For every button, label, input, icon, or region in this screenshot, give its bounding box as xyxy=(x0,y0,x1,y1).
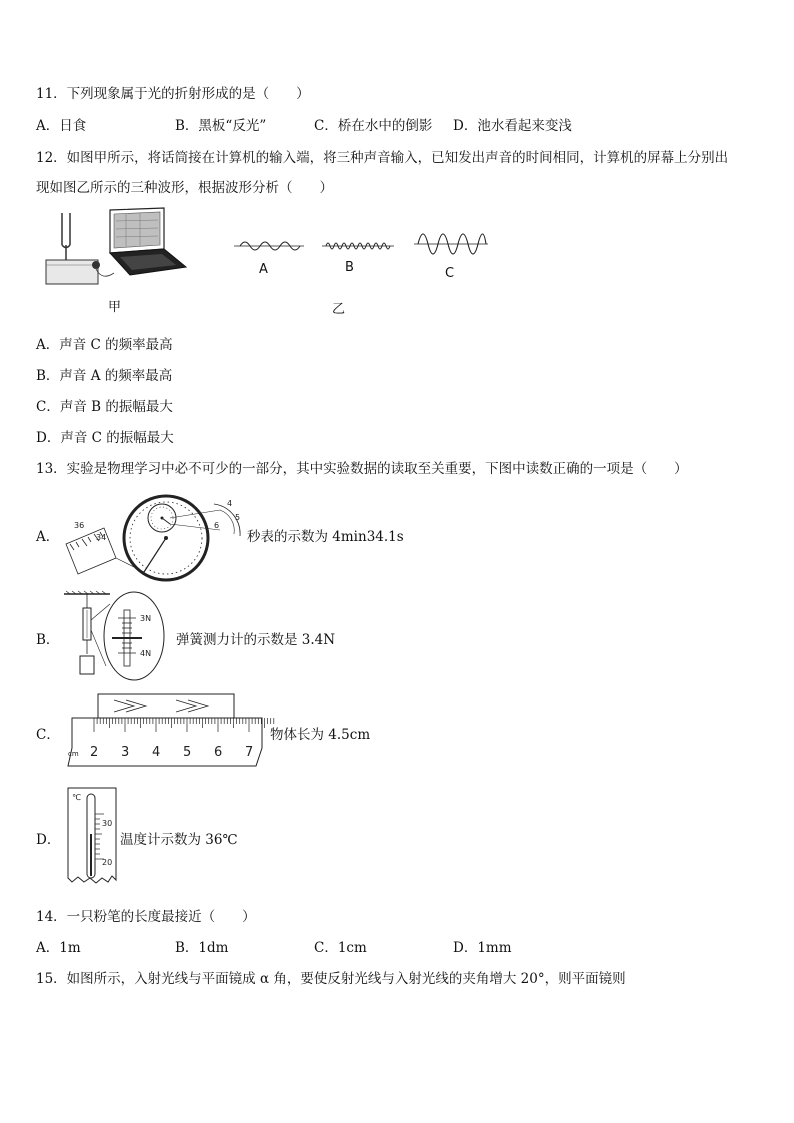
q13-stem: 13．实验是物理学习中必不可少的一部分，其中实验数据的读取至关重要，下图中读数正确的一项是（ ） xyxy=(36,461,688,477)
q11-option-a: A．日食 xyxy=(36,118,87,134)
q13-option-d-text: 温度计示数为 36℃ xyxy=(120,832,238,848)
thermometer-mark-20: 20 xyxy=(102,858,113,867)
wave-c xyxy=(414,222,488,266)
stopwatch-small-tick-6: 6 xyxy=(214,521,220,530)
q13-option-b-text: 弹簧测力计的示数是 3.4N xyxy=(176,632,336,648)
q14-option-a: A．1m xyxy=(36,940,81,956)
q13-option-c-letter: C． xyxy=(36,727,60,743)
thermometer-unit: ℃ xyxy=(72,793,81,802)
spring-scale-mark-4n: 4N xyxy=(140,649,152,658)
q12-option-c: C．声音 B 的振幅最大 xyxy=(36,399,173,415)
q13-option-a-letter: A． xyxy=(36,529,60,545)
stopwatch-figure xyxy=(64,492,244,582)
q13-option-c-text: 物体长为 4.5cm xyxy=(270,727,371,743)
figure-jia-apparatus xyxy=(40,205,190,290)
ruler-label-2: 2 xyxy=(90,745,99,760)
q12-stem-line2: 现如图乙所示的三种波形，根据波形分析（ ） xyxy=(36,180,333,196)
wave-b xyxy=(322,234,394,258)
q14-option-b: B．1dm xyxy=(175,940,229,956)
q14-option-d: D．1mm xyxy=(453,940,512,956)
q15-stem: 15．如图所示，入射光线与平面镜成 α 角，要使反射光线与入射光线的夹角增大 20°，则平面镜则 xyxy=(36,971,626,987)
stopwatch-tick-36: 36 xyxy=(74,521,85,530)
q14-option-c: C．1cm xyxy=(314,940,367,956)
wave-a-label: A xyxy=(259,262,268,277)
figure-jia-label: 甲 xyxy=(108,300,122,315)
q13-option-b-letter: B． xyxy=(36,632,60,648)
q11-option-c: C．桥在水中的倒影 xyxy=(314,118,433,134)
wave-c-label: C xyxy=(445,266,455,281)
q11-stem: 11．下列现象属于光的折射形成的是（ ） xyxy=(36,86,310,102)
thermometer-figure xyxy=(64,786,122,886)
q14-stem: 14．一只粉笔的长度最接近（ ） xyxy=(36,909,256,925)
stopwatch-tick-34: 34 xyxy=(96,533,107,542)
figure-yi-label: 乙 xyxy=(332,302,346,317)
wave-a xyxy=(234,234,304,258)
spring-scale-mark-3n: 3N xyxy=(140,614,152,623)
q13-option-d-letter: D． xyxy=(36,832,61,848)
spring-scale-figure xyxy=(62,590,172,682)
q13-option-a-text: 秒表的示数为 4min34.1s xyxy=(247,529,404,545)
ruler-figure xyxy=(64,692,268,770)
stopwatch-small-tick-4: 4 xyxy=(227,499,233,508)
ruler-label-4: 4 xyxy=(152,745,161,760)
wave-b-label: B xyxy=(345,260,354,275)
q12-option-b: B．声音 A 的频率最高 xyxy=(36,368,173,384)
ruler-label-5: 5 xyxy=(183,745,192,760)
q11-option-d: D．池水看起来变浅 xyxy=(453,118,572,134)
q11-option-b: B．黑板“反光” xyxy=(175,118,267,134)
thermometer-mark-30: 30 xyxy=(102,819,113,828)
stopwatch-small-tick-5: 5 xyxy=(235,513,241,522)
q12-option-d: D．声音 C 的振幅最大 xyxy=(36,430,174,446)
ruler-unit: cm xyxy=(68,750,79,758)
q12-stem-line1: 12．如图甲所示，将话筒接在计算机的输入端，将三种声音输入，已知发出声音的时间相同，计算机的屏幕上分别出 xyxy=(36,150,729,166)
ruler-label-3: 3 xyxy=(121,745,130,760)
ruler-label-7: 7 xyxy=(245,745,254,760)
ruler-label-6: 6 xyxy=(214,745,223,760)
q12-option-a: A．声音 C 的频率最高 xyxy=(36,337,173,353)
